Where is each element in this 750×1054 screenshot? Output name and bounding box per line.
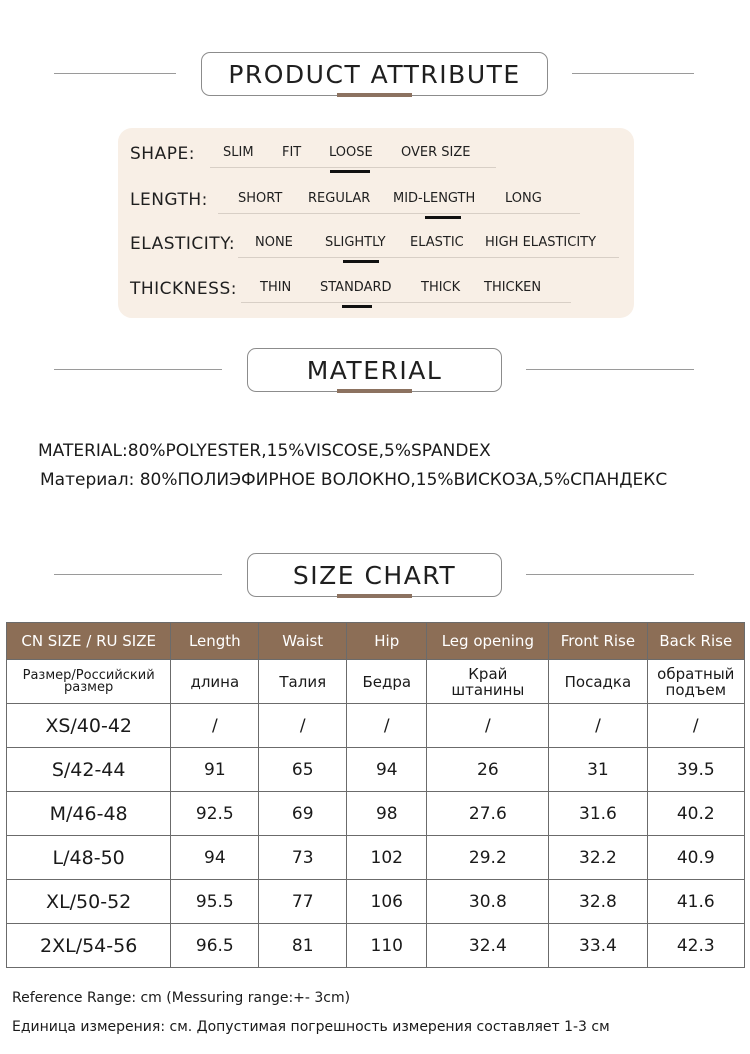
column-header: Front Rise: [549, 623, 647, 660]
attribute-row-elasticity: [118, 234, 634, 264]
attribute-row-length: [118, 190, 634, 220]
reference-note-en: Reference Range: cm (Messuring range:+- 3cm): [12, 990, 351, 1006]
divider-left: [54, 574, 222, 575]
attribute-option: SHORT: [238, 191, 283, 206]
attribute-label: ELASTICITY:: [130, 234, 236, 254]
table-cell: 29.2: [427, 836, 549, 880]
attribute-label: THICKNESS:: [130, 279, 237, 299]
table-cell: 31: [549, 748, 647, 792]
table-cell: 42.3: [647, 924, 744, 968]
divider-right: [572, 73, 694, 74]
table-cell: 96.5: [171, 924, 259, 968]
attribute-title: PRODUCT ATTRIBUTE: [228, 59, 521, 89]
size-cell: M/46-48: [7, 792, 171, 836]
selected-marker: [342, 305, 372, 308]
table-cell: 32.4: [427, 924, 549, 968]
table-cell: 31.6: [549, 792, 647, 836]
table-row: [7, 880, 745, 924]
column-header: CN SIZE / RU SIZE: [7, 623, 171, 660]
table-cell: 32.2: [549, 836, 647, 880]
size-title: SIZE CHART: [292, 560, 457, 590]
material-section-header: [0, 348, 750, 392]
table-cell: 41.6: [647, 880, 744, 924]
attribute-option: REGULAR: [308, 191, 371, 206]
attribute-option: LONG: [505, 191, 542, 206]
divider-left: [54, 369, 222, 370]
attribute-option: ELASTIC: [410, 235, 464, 250]
attribute-rule: [218, 213, 580, 214]
column-header: Waist: [259, 623, 347, 660]
attribute-option: HIGH ELASTICITY: [485, 235, 597, 250]
attribute-rule: [238, 257, 619, 258]
column-header-ru: Бедра: [347, 660, 427, 704]
column-header-ru: Размер/Российский размер: [7, 660, 171, 704]
attribute-title-box: [201, 52, 548, 96]
table-cell: 106: [347, 880, 427, 924]
attribute-row-shape: [118, 144, 634, 174]
table-cell: 33.4: [549, 924, 647, 968]
divider-left: [54, 73, 176, 74]
size-cell: L/48-50: [7, 836, 171, 880]
table-row: [7, 924, 745, 968]
attribute-option: SLIM: [223, 145, 254, 160]
table-cell: 110: [347, 924, 427, 968]
attribute-option: FIT: [282, 145, 302, 160]
attribute-label: LENGTH:: [130, 190, 208, 210]
table-cell: /: [427, 704, 549, 748]
attribute-option-selected: SLIGHTLY: [325, 235, 386, 250]
column-header-ru: Край штанины: [427, 660, 549, 704]
size-cell: S/42-44: [7, 748, 171, 792]
column-header-ru: Посадка: [549, 660, 647, 704]
reference-note-ru: Единица измерения: см. Допустимая погрешность измерения составляет 1-3 см: [12, 1019, 610, 1035]
size-cell: XS/40-42: [7, 704, 171, 748]
size-section-header: [0, 553, 750, 597]
attribute-panel: [118, 128, 634, 318]
title-accent: [337, 93, 412, 97]
table-cell: 32.8: [549, 880, 647, 924]
table-row: [7, 836, 745, 880]
table-cell: 94: [171, 836, 259, 880]
table-cell: 102: [347, 836, 427, 880]
material-line-ru: Материал: 80%ПОЛИЭФИРНОЕ ВОЛОКНО,15%ВИСКОЗА,5%СПАНДЕКС: [40, 470, 668, 490]
table-header-row-ru: [7, 660, 745, 704]
table-cell: 95.5: [171, 880, 259, 924]
table-cell: 40.2: [647, 792, 744, 836]
selected-marker: [330, 170, 370, 173]
table-cell: 65: [259, 748, 347, 792]
table-cell: 92.5: [171, 792, 259, 836]
attribute-section-header: [0, 52, 750, 96]
material-title: MATERIAL: [306, 355, 443, 385]
table-cell: 30.8: [427, 880, 549, 924]
title-accent: [337, 389, 412, 393]
column-header-ru: Талия: [259, 660, 347, 704]
table-cell: /: [259, 704, 347, 748]
material-title-box: [247, 348, 502, 392]
size-title-box: [247, 553, 502, 597]
attribute-rule: [210, 167, 496, 168]
material-line-en: MATERIAL:80%POLYESTER,15%VISCOSE,5%SPANDEX: [38, 441, 491, 461]
table-row: [7, 704, 745, 748]
title-accent: [337, 594, 412, 598]
column-header: Back Rise: [647, 623, 744, 660]
attribute-option-selected: MID-LENGTH: [393, 191, 476, 206]
table-cell: 94: [347, 748, 427, 792]
attribute-option-selected: STANDARD: [320, 280, 392, 295]
divider-right: [526, 574, 694, 575]
attribute-row-thickness: [118, 279, 634, 309]
attribute-option: OVER SIZE: [401, 145, 471, 160]
size-cell: 2XL/54-56: [7, 924, 171, 968]
selected-marker: [343, 260, 379, 263]
table-row: [7, 748, 745, 792]
table-cell: 73: [259, 836, 347, 880]
table-cell: 77: [259, 880, 347, 924]
column-header: Length: [171, 623, 259, 660]
attribute-label: SHAPE:: [130, 144, 195, 164]
table-cell: 91: [171, 748, 259, 792]
table-cell: 81: [259, 924, 347, 968]
column-header-ru: обратный подъем: [647, 660, 744, 704]
attribute-option: NONE: [255, 235, 293, 250]
attribute-option: THICK: [421, 280, 461, 295]
table-header-row: [7, 623, 745, 660]
table-cell: 40.9: [647, 836, 744, 880]
table-cell: /: [549, 704, 647, 748]
size-chart-table: [6, 622, 745, 968]
table-cell: 98: [347, 792, 427, 836]
table-cell: 69: [259, 792, 347, 836]
table-cell: 26: [427, 748, 549, 792]
size-cell: XL/50-52: [7, 880, 171, 924]
selected-marker: [425, 216, 461, 219]
column-header: Hip: [347, 623, 427, 660]
attribute-option-selected: LOOSE: [329, 145, 373, 160]
table-cell: 39.5: [647, 748, 744, 792]
divider-right: [526, 369, 694, 370]
attribute-option: THICKEN: [484, 280, 542, 295]
attribute-option: THIN: [260, 280, 292, 295]
table-cell: 27.6: [427, 792, 549, 836]
attribute-rule: [241, 302, 571, 303]
table-cell: /: [647, 704, 744, 748]
column-header: Leg opening: [427, 623, 549, 660]
table-cell: /: [347, 704, 427, 748]
table-row: [7, 792, 745, 836]
table-cell: /: [171, 704, 259, 748]
column-header-ru: длина: [171, 660, 259, 704]
